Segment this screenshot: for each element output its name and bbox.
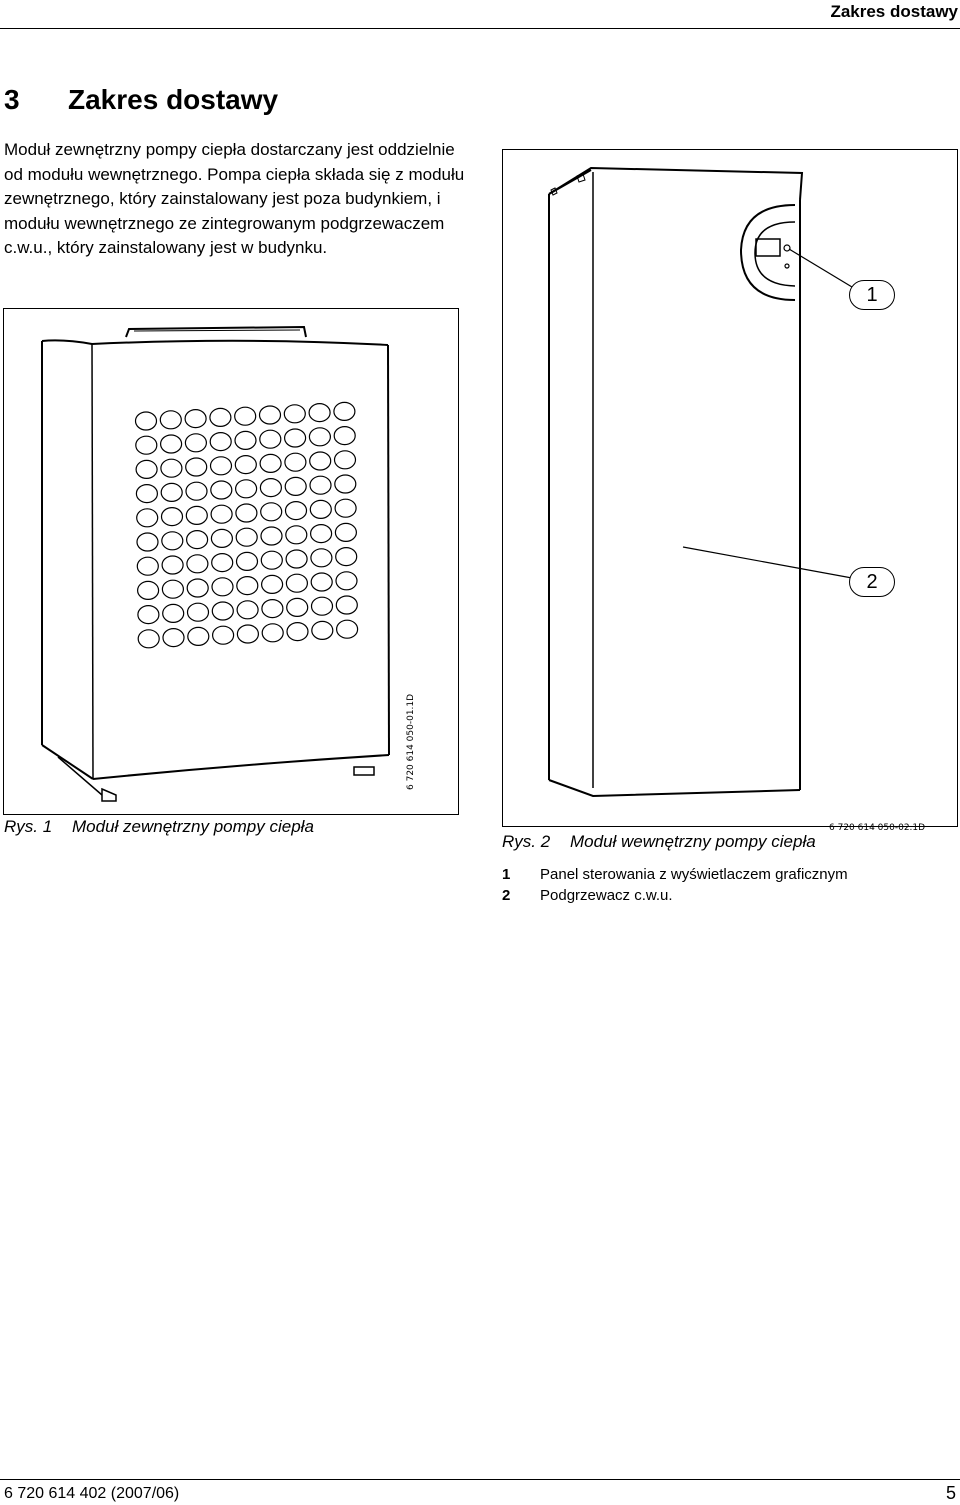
grille-hole [262, 600, 283, 618]
legend-item [502, 887, 848, 908]
grille-hole [186, 458, 207, 476]
grille-hole [138, 581, 159, 599]
grille-hole [136, 485, 157, 503]
grille-hole [136, 412, 157, 430]
grille-hole [312, 621, 333, 639]
grille-hole [211, 481, 232, 499]
grille-hole [311, 525, 332, 543]
figure2-caption-label: Rys. 2 [502, 832, 551, 851]
grille-hole [262, 624, 283, 642]
running-header-title: Zakres dostawy [830, 2, 958, 21]
grille-hole [262, 575, 283, 593]
grille-hole [136, 460, 157, 478]
running-header [0, 0, 960, 29]
grille-hole [211, 505, 232, 523]
outdoor-unit-illustration [4, 309, 460, 816]
grille-hole [160, 411, 181, 429]
legend-item [502, 866, 848, 887]
grille-hole [284, 405, 305, 423]
figure2-legend [502, 866, 848, 908]
callout-1: 1 [849, 280, 895, 310]
grille-hole [211, 529, 232, 547]
fan-grille [136, 402, 358, 647]
grille-hole [311, 549, 332, 567]
grille-hole [286, 574, 307, 592]
grille-hole [186, 506, 207, 524]
grille-hole [212, 578, 233, 596]
grille-hole [186, 482, 207, 500]
grille-hole [335, 523, 356, 541]
grille-hole [137, 557, 158, 575]
grille-hole [235, 431, 256, 449]
grille-hole [213, 626, 234, 644]
grille-hole [163, 629, 184, 647]
footer-divider [0, 1479, 960, 1480]
grille-hole [261, 527, 282, 545]
figure2-code: 6 720 614 050-02.1D [829, 823, 926, 833]
grille-hole [212, 602, 233, 620]
grille-hole [211, 457, 232, 475]
grille-hole [286, 526, 307, 544]
grille-hole [185, 410, 206, 428]
grille-hole [161, 459, 182, 477]
grille-hole [161, 483, 182, 501]
legend-text: Panel sterowania z wyświetlaczem graficznym [540, 866, 848, 883]
grille-hole [163, 604, 184, 622]
grille-hole [312, 597, 333, 615]
legend-key: 1 [502, 866, 511, 883]
grille-hole [235, 456, 256, 474]
indoor-unit-illustration [503, 150, 959, 828]
grille-hole [261, 551, 282, 569]
grille-hole [187, 555, 208, 573]
grille-hole [137, 509, 158, 527]
grille-hole [286, 550, 307, 568]
grille-hole [162, 532, 183, 550]
figure1-code: 6 720 614 050-01.1D [406, 693, 416, 790]
grille-hole [287, 598, 308, 616]
figure1-caption-text: Moduł zewnętrzny pompy ciepła [72, 817, 314, 836]
grille-hole [335, 475, 356, 493]
grille-hole [260, 430, 281, 448]
grille-hole [237, 552, 258, 570]
grille-hole [337, 620, 358, 638]
grille-hole [260, 454, 281, 472]
grille-hole [137, 533, 158, 551]
grille-hole [309, 428, 330, 446]
grille-hole [311, 573, 332, 591]
grille-hole [212, 554, 233, 572]
grille-hole [237, 577, 258, 595]
grille-hole [136, 436, 157, 454]
section-title [4, 84, 278, 116]
grille-hole [236, 528, 257, 546]
grille-hole [236, 504, 257, 522]
grille-hole [237, 601, 258, 619]
grille-hole [162, 508, 183, 526]
grille-hole [237, 625, 258, 643]
grille-hole [210, 408, 231, 426]
legend-key: 2 [502, 887, 511, 904]
figure2-caption-text: Moduł wewnętrzny pompy ciepła [570, 832, 816, 851]
grille-hole [161, 435, 182, 453]
grille-hole [187, 579, 208, 597]
figure1-caption-label: Rys. 1 [4, 817, 53, 836]
grille-hole [335, 451, 356, 469]
grille-hole [260, 406, 281, 424]
grille-hole [285, 429, 306, 447]
grille-hole [336, 548, 357, 566]
figure-outdoor-unit [3, 308, 459, 815]
grille-hole [185, 434, 206, 452]
grille-hole [336, 572, 357, 590]
grille-hole [335, 499, 356, 517]
figure2-caption [502, 832, 816, 852]
grille-hole [285, 453, 306, 471]
grille-hole [187, 531, 208, 549]
section-number: 3 [4, 84, 20, 115]
grille-hole [138, 630, 159, 648]
grille-hole [138, 606, 159, 624]
grille-hole [235, 407, 256, 425]
grille-hole [310, 452, 331, 470]
grille-hole [309, 404, 330, 422]
grille-hole [336, 596, 357, 614]
grille-hole [260, 479, 281, 497]
figure-indoor-unit [502, 149, 958, 827]
grille-hole [188, 603, 209, 621]
grille-hole [285, 477, 306, 495]
grille-hole [334, 427, 355, 445]
grille-hole [286, 502, 307, 520]
grille-hole [236, 480, 257, 498]
callout-2: 2 [849, 567, 895, 597]
grille-hole [310, 500, 331, 518]
grille-hole [261, 503, 282, 521]
grille-hole [188, 627, 209, 645]
grille-hole [162, 580, 183, 598]
grille-hole [210, 433, 231, 451]
grille-hole [287, 623, 308, 641]
legend-text: Podgrzewacz c.w.u. [540, 887, 673, 904]
footer-page-number: 5 [945, 1483, 956, 1503]
grille-hole [162, 556, 183, 574]
footer-doc-number: 6 720 614 402 (2007/06) [4, 1485, 180, 1502]
grille-hole [310, 476, 331, 494]
grille-hole [334, 402, 355, 420]
section-title-text: Zakres dostawy [68, 84, 279, 115]
figure1-caption [4, 817, 314, 837]
intro-paragraph: Moduł zewnętrzny pompy ciepła dostarczany jest oddzielnie od modułu wewnętrznego. Pompa ciepła składa się z modułu zewnętrznego, który zainstalowany jest poza budynkiem, i modułu wewnętrznego ze zintegrowanym podgrzewaczem c.w.u., który zainstalowany jest w budynku. [4, 140, 465, 257]
